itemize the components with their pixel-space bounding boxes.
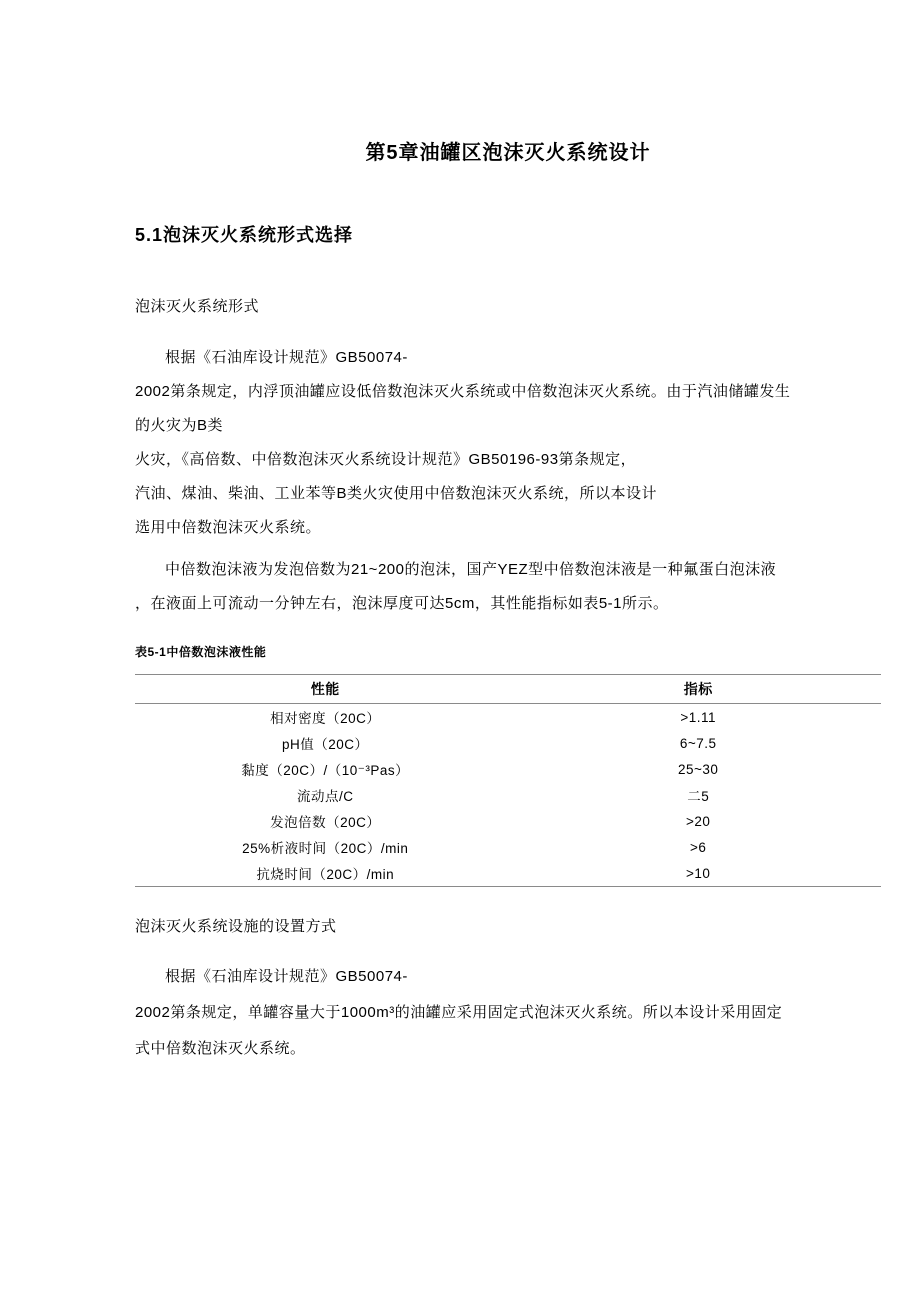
table-header-index: 指标 (683, 681, 713, 697)
paragraph-line: 中倍数泡沫液为发泡倍数为21~200的泡沫，国产YEZ型中倍数泡沫液是一种氟蛋白泡沫液 (165, 561, 777, 578)
paragraph-line: 2002第条规定，内浮顶油罐应设低倍数泡沫灭火系统或中倍数泡沫灭火系统。由于汽油储罐发生 (135, 383, 791, 400)
table-header-performance: 性能 (310, 681, 340, 697)
table-cell-value: >20 (686, 813, 711, 829)
paragraph-regulation-1 (135, 341, 881, 545)
paragraph-line: 根据《石油库设计规范》GB50074- (165, 349, 408, 366)
paragraph-line: 选用中倍数泡沫灭火系统。 (135, 519, 322, 536)
table-caption: 表5-1中倍数泡沫液性能 (135, 645, 267, 659)
table-cell-name: pH值（20C） (281, 737, 369, 752)
table-cell-value: 二5 (687, 789, 710, 804)
paragraph-line: 2002第条规定，单罐容量大于1000m³的油罐应采用固定式泡沫灭火系统。所以本设计采用固定 (135, 1004, 783, 1021)
table-cell-value: >1.11 (680, 709, 717, 725)
paragraph-line: 火灾，《高倍数、中倍数泡沫灭火系统设计规范》GB50196-93第条规定， (135, 451, 637, 468)
table-row (135, 704, 881, 731)
paragraph-regulation-2 (135, 959, 881, 1067)
table-cell-value: >6 (690, 839, 707, 855)
paragraph-foam-description (135, 553, 881, 621)
chapter-title: 第5章油罐区泡沫灭火系统设计 (365, 142, 651, 164)
section-heading: 5.1泡沫灭火系统形式选择 (135, 225, 354, 245)
table-cell-name: 发泡倍数（20C） (270, 815, 381, 830)
table-row (135, 730, 881, 756)
table-cell-value: >10 (686, 865, 711, 881)
paragraph-line: 的火灾为B类 (135, 417, 224, 434)
table-cell-value: 25~30 (678, 761, 719, 777)
table-row (135, 756, 881, 782)
paragraph-line: 式中倍数泡沫灭火系统。 (135, 1040, 306, 1057)
subsection-label-facility-setup: 泡沫灭火系统设施的设置方式 (135, 918, 337, 935)
performance-table (135, 674, 881, 887)
table-row (135, 860, 881, 887)
table-cell-name: 相对密度（20C） (270, 711, 381, 726)
table-cell-name: 抗烧时间（20C）/min (256, 867, 395, 882)
paragraph-line: 汽油、煤油、柴油、工业苯等B类火灾使用中倍数泡沫灭火系统，所以本设计 (135, 485, 658, 502)
table-row (135, 808, 881, 834)
paragraph-line: ，在液面上可流动一分钟左右，泡沫厚度可达5cm，其性能指标如表5-1所示。 (135, 595, 669, 612)
paragraph-line: 根据《石油库设计规范》GB50074- (165, 968, 408, 985)
table-cell-name: 25%析液时间（20C）/min (242, 841, 409, 856)
table-header-row (135, 675, 881, 704)
table-row (135, 834, 881, 860)
table-cell-name: 黏度（20C）/（10⁻³Pas） (241, 763, 410, 778)
table-cell-name: 流动点/C (296, 789, 354, 804)
table-row (135, 782, 881, 808)
subsection-label-system-form: 泡沫灭火系统形式 (135, 298, 260, 315)
table-cell-value: 6~7.5 (679, 735, 717, 751)
